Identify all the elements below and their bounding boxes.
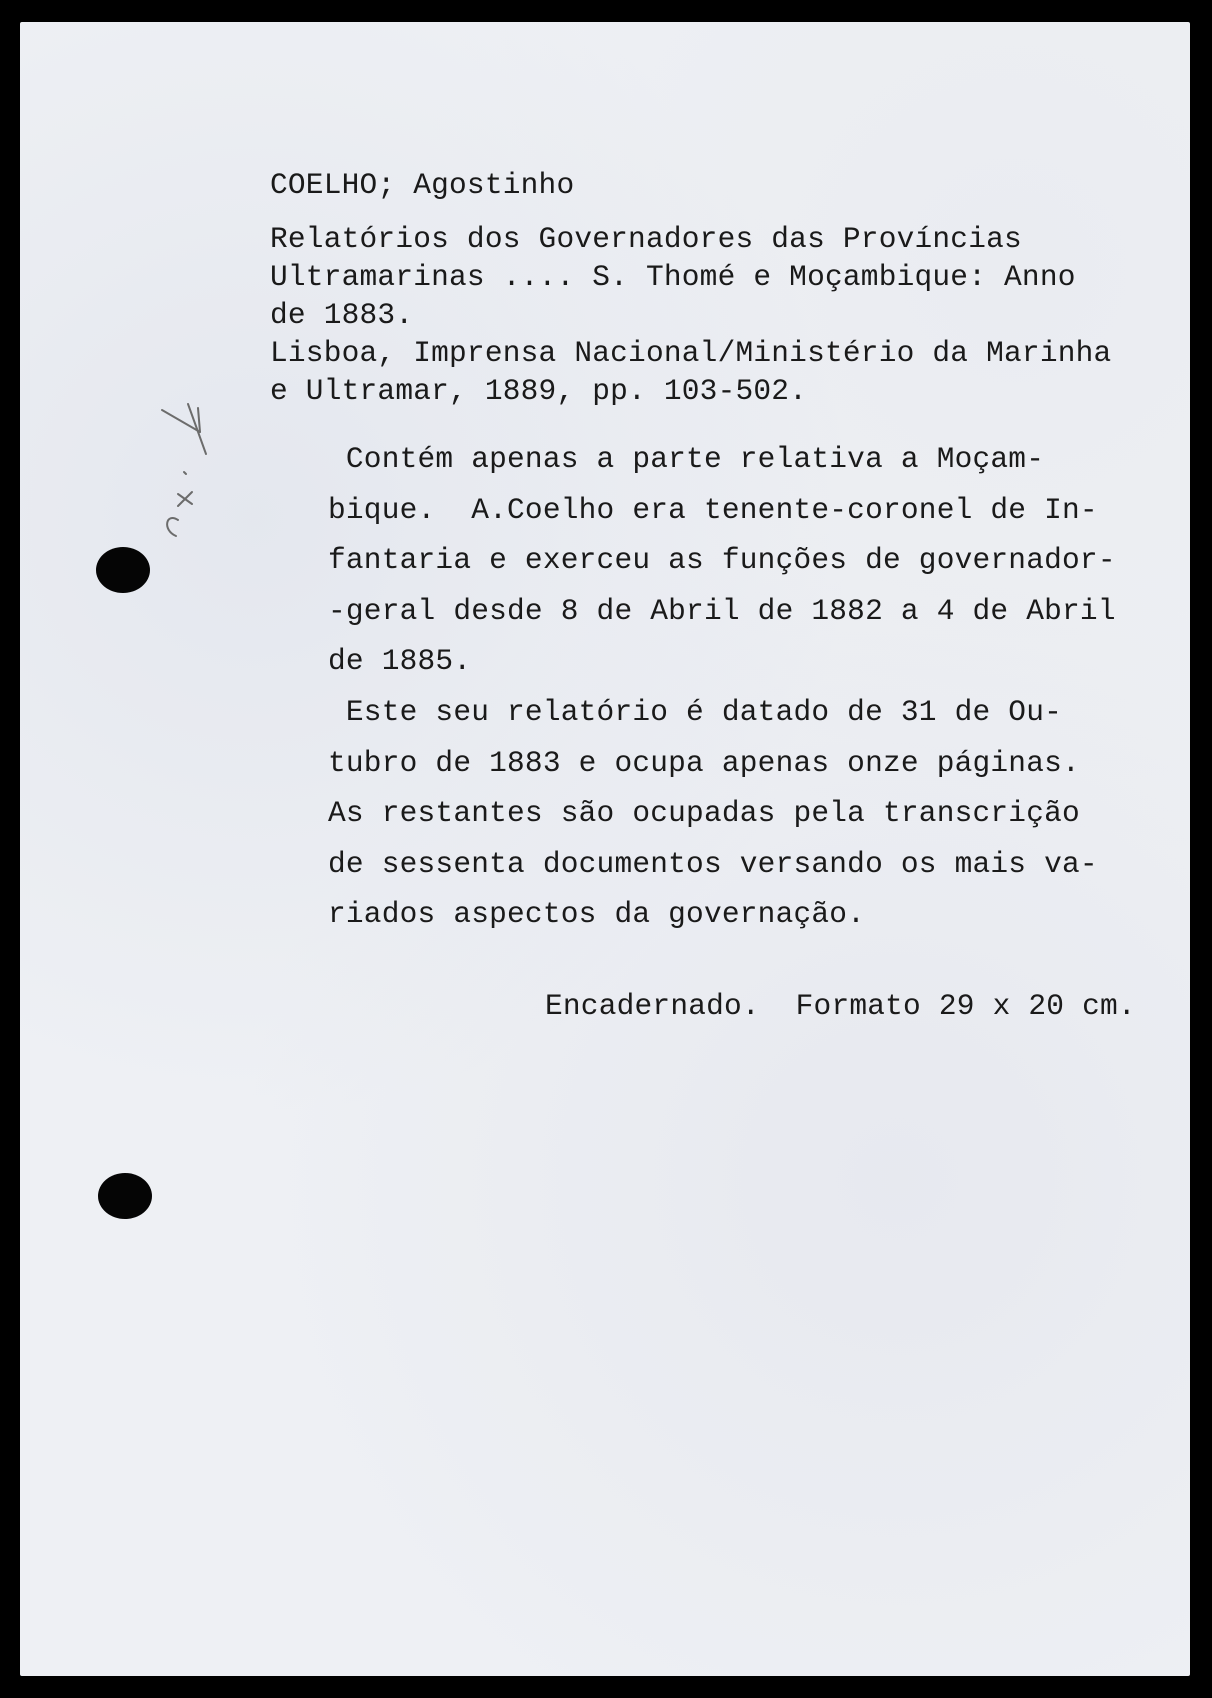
paragraph-line: de 1885.	[328, 644, 472, 678]
punch-hole-top	[96, 547, 150, 593]
title-line: de 1883.	[270, 298, 414, 332]
author-line: COELHO; Agostinho	[270, 168, 575, 202]
title-line: Ultramarinas .... S. Thomé e Moçambique: Anno	[270, 260, 1076, 294]
title-block	[270, 220, 1076, 334]
punch-hole-bottom	[98, 1173, 152, 1219]
paragraph-line: Contém apenas a parte relativa a Moçam-	[328, 442, 1045, 476]
paragraph-line: -geral desde 8 de Abril de 1882 a 4 de Abril	[328, 593, 1116, 628]
imprint-line: e Ultramar, 1889, pp. 103-502.	[270, 374, 808, 408]
paragraph-line: As restantes são ocupadas pela transcrição	[328, 796, 1080, 830]
paragraph-line: de sessenta documentos versando os mais va-	[328, 846, 1098, 881]
paragraph-line: bique. A.Coelho era tenente-coronel de In-	[328, 492, 1098, 527]
paragraph-line: fantaria e exerceu as funções de governador-	[328, 543, 1116, 577]
description-paragraph-2	[328, 687, 1098, 940]
imprint-line: Lisboa, Imprensa Nacional/Ministério da Marinha	[270, 336, 1112, 370]
description-paragraph-1	[328, 434, 1116, 687]
imprint-block	[270, 334, 1111, 410]
paragraph-line: Este seu relatório é datado de 31 de Ou-	[328, 695, 1063, 729]
handwritten-box-note	[148, 402, 238, 552]
title-line: Relatórios dos Governadores das Províncias	[270, 222, 1022, 256]
paragraph-line: tubro de 1883 e ocupa apenas onze páginas.	[328, 745, 1080, 780]
document-page	[20, 22, 1190, 1676]
binding-format-line: Encadernado. Formato 29 x 20 cm.	[545, 989, 1136, 1023]
paragraph-line: riados aspectos da governação.	[328, 897, 866, 931]
